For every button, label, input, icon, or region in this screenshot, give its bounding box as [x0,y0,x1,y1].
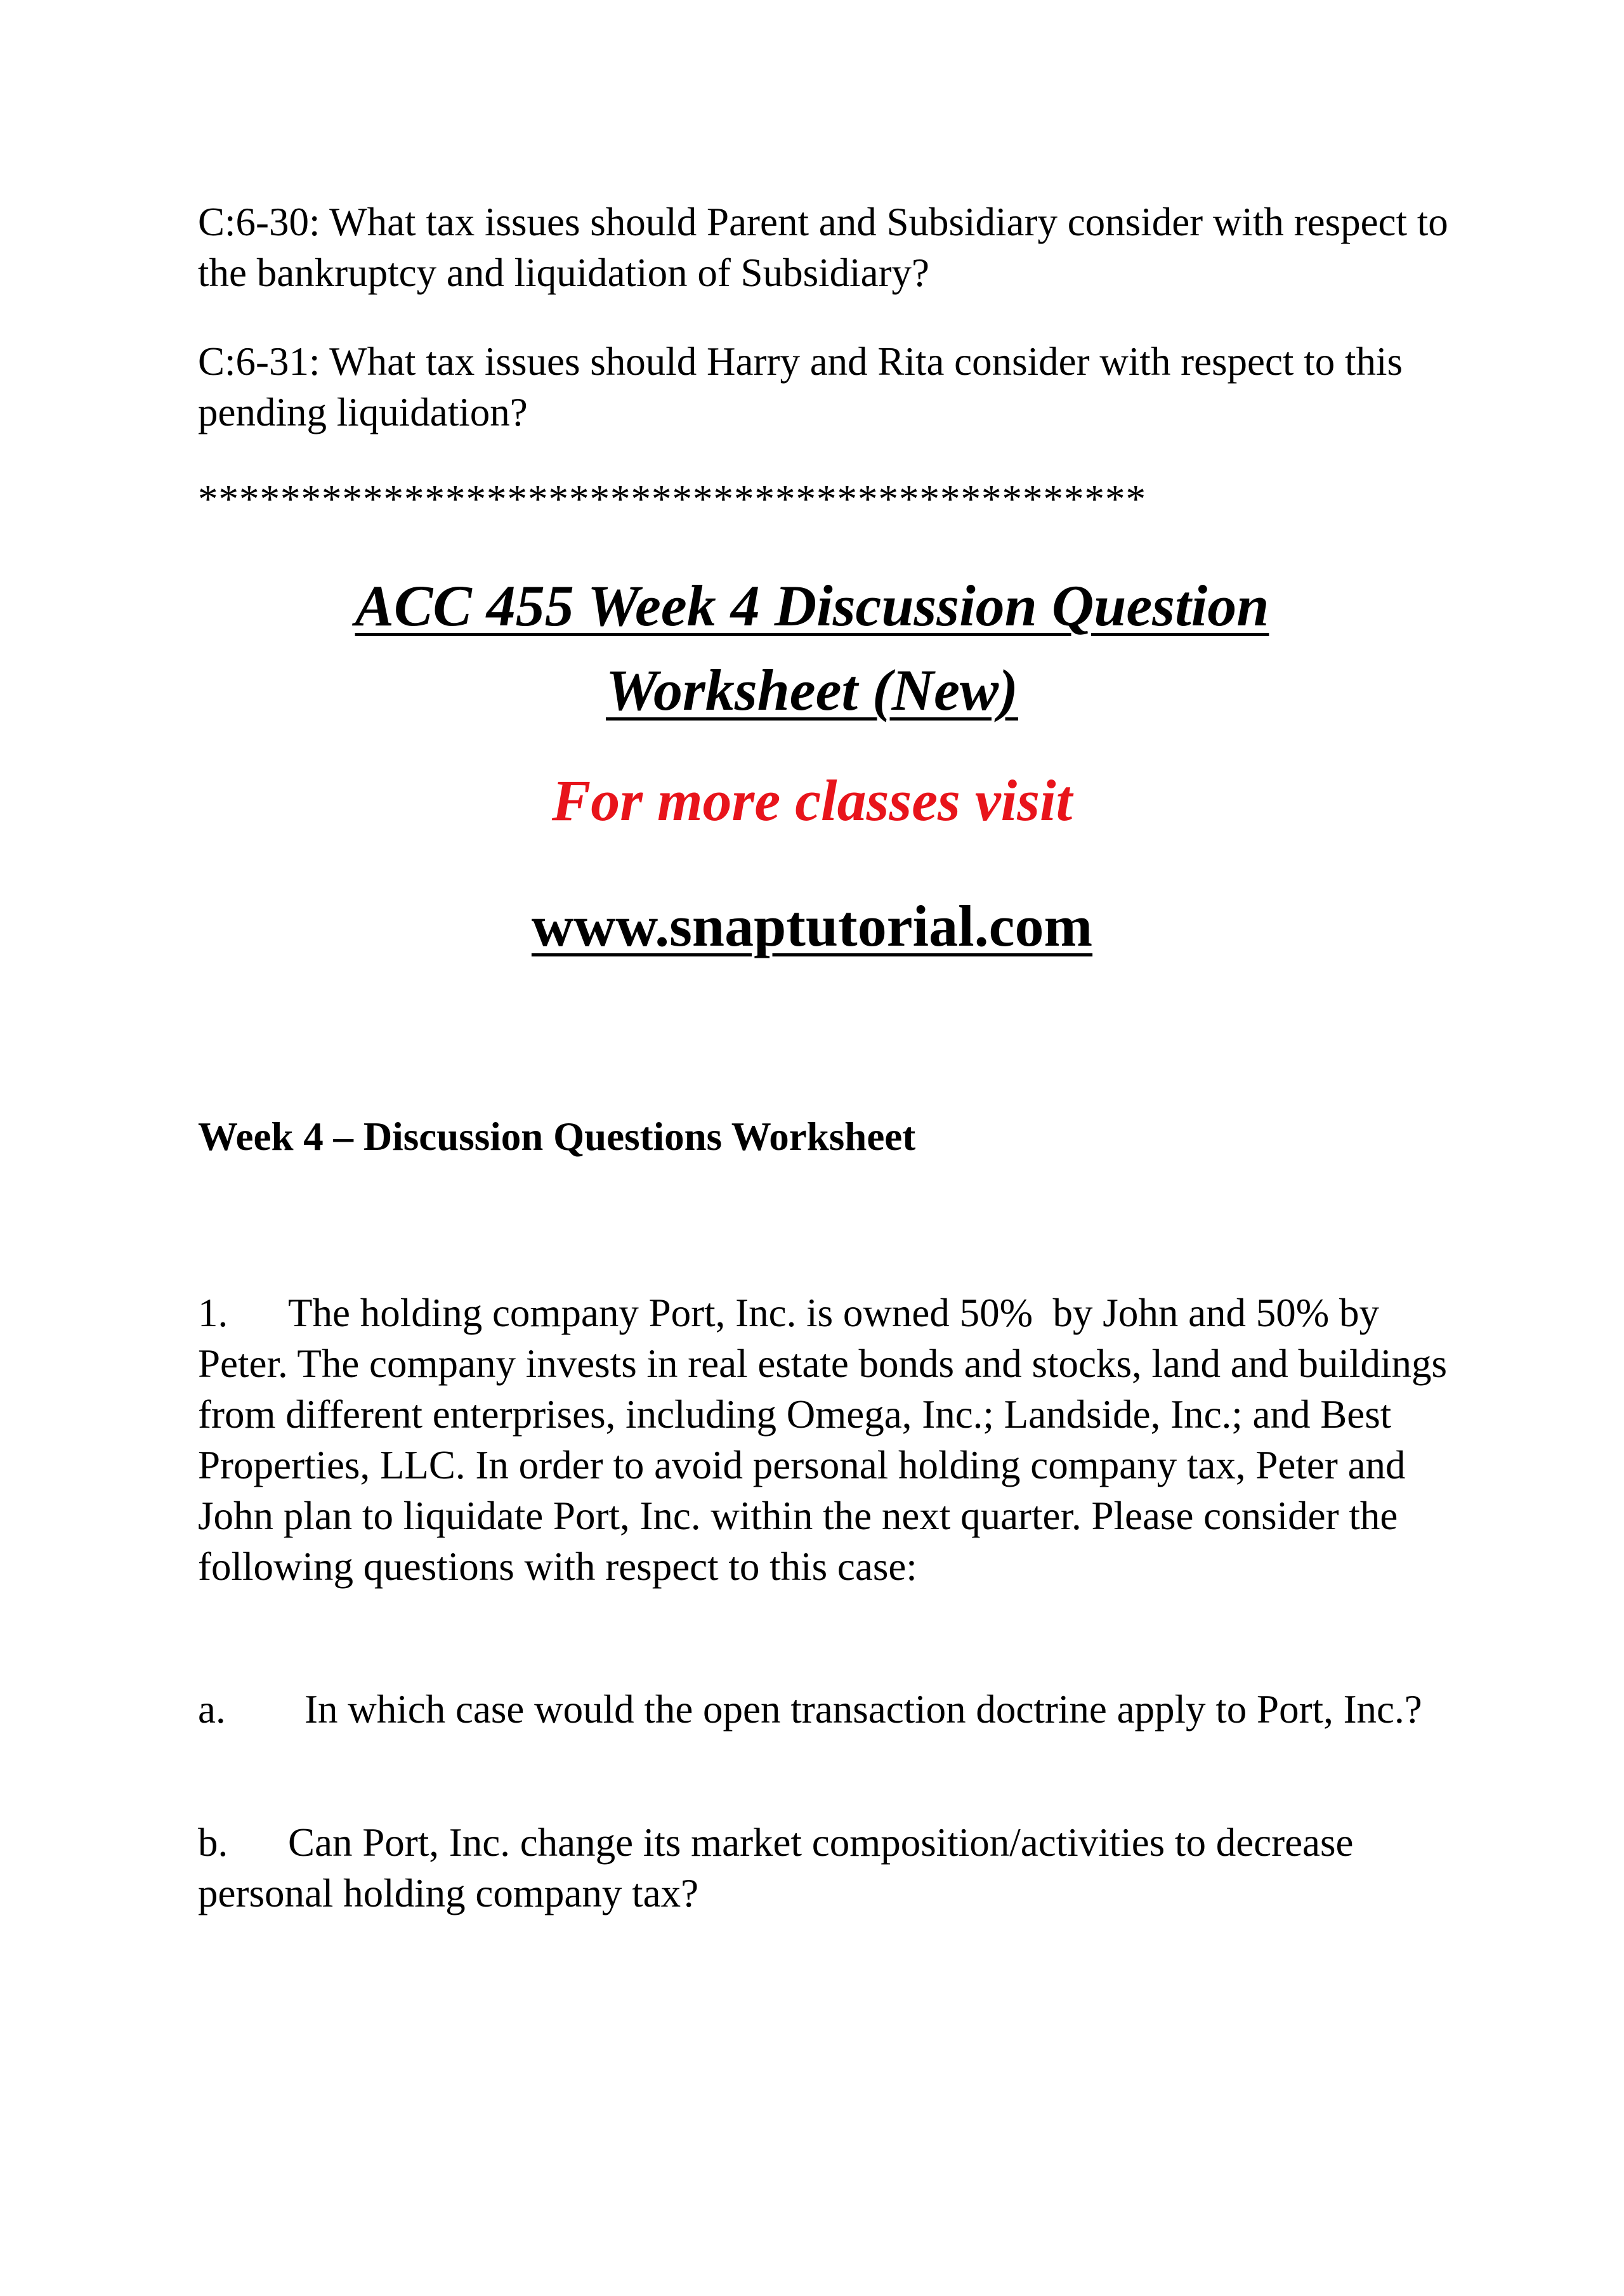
item-1-text: The holding company Port, Inc. is owned 50% by John and 50% by Peter. The company invests in real estate bonds and stocks, land and buildings from different enterprises, including Omega, Inc.; Landside, Inc.; and Best Properties, LLC. In order to avoid personal holding company tax, Peter and John plan to liquidate Port, Inc. within the next quarter. Please consider the following questions with respect to this case: [198,1291,1457,1589]
sub-question-b [198,1817,1460,1919]
question-item-1 [198,1288,1460,1592]
sub-a-text: In which case would the open transaction doctrine apply to Port, Inc.? [304,1687,1422,1732]
document-title-text-1: ACC 455 Week 4 Discussion Question [355,573,1269,638]
promo-text: For more classes visit [551,768,1073,833]
sub-a-marker: a. [198,1687,226,1732]
website-link[interactable] [0,884,1624,968]
sub-b-text: Can Port, Inc. change its market composition/activities to decrease personal holding company tax? [198,1820,1364,1915]
document-title-line-1 [0,564,1624,648]
sub-b-marker: b. [198,1820,228,1865]
separator-line: ********************************************** [198,477,1146,521]
website-link-text[interactable]: www.snaptutorial.com [531,894,1093,958]
document-title-text-2: Worksheet (New) [606,658,1018,722]
document-title-line-2 [0,648,1624,732]
question-c6-31: C:6-31: What tax issues should Harry and Rita consider with respect to this pending liquidation? [198,339,1413,434]
sub-question-a [198,1684,1460,1735]
worksheet-heading: Week 4 – Discussion Questions Worksheet [198,1114,916,1159]
item-number: 1. [198,1291,228,1335]
question-c6-30: C:6-30: What tax issues should Parent and Subsidiary consider with respect to the bankruptcy and liquidation of Subsidiary? [198,200,1458,295]
